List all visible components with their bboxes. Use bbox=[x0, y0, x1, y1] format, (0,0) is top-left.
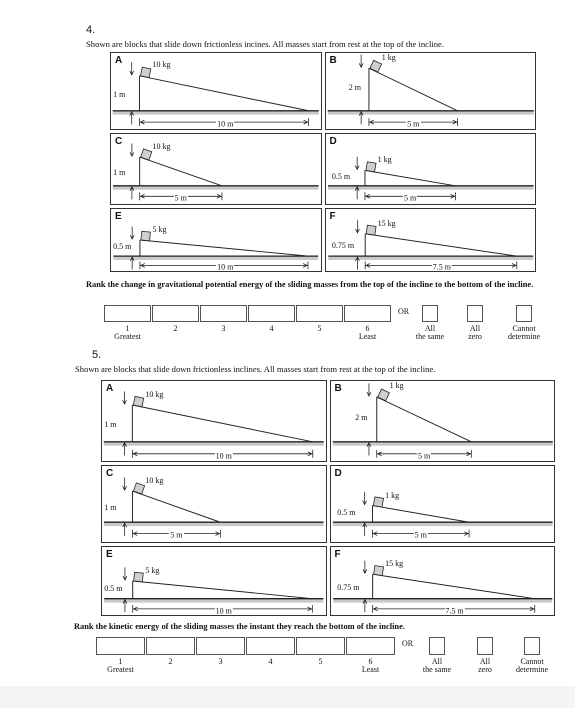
diagram-panel-letter: B bbox=[329, 55, 337, 66]
incline-height-label: 1 m bbox=[104, 420, 117, 430]
diagram-panel-letter: E bbox=[115, 211, 122, 222]
incline-length-label: 7.5 m bbox=[432, 262, 451, 272]
diagram-panel-letter: C bbox=[106, 468, 114, 479]
incline-surface bbox=[140, 157, 222, 186]
rank-label-6: 6 Least bbox=[358, 324, 377, 341]
rank-label-5: 5 bbox=[317, 324, 322, 333]
rank-label-3: 3 bbox=[218, 657, 223, 666]
rank-box-3[interactable] bbox=[196, 637, 245, 655]
all-the-same-checkbox[interactable] bbox=[429, 637, 445, 655]
cannot-determine-checkbox[interactable] bbox=[516, 305, 532, 322]
rank-box-6[interactable] bbox=[344, 305, 391, 322]
all-the-same-label: All the same bbox=[422, 657, 452, 674]
height-arrow-bottom bbox=[362, 600, 366, 613]
diagram-panel-c bbox=[110, 133, 322, 205]
question-5-number: 5. bbox=[92, 349, 102, 361]
incline-height-label: 1 m bbox=[113, 90, 126, 100]
page-footer-bar bbox=[0, 686, 575, 708]
question-5-diagram-grid bbox=[101, 380, 555, 616]
incline-length-label: 5 m bbox=[174, 193, 187, 203]
sliding-block bbox=[369, 60, 381, 72]
rank-label-2: 2 bbox=[173, 324, 178, 333]
height-arrow-bottom bbox=[130, 257, 134, 270]
diagram-panel-f bbox=[325, 208, 537, 272]
block-mass-label: 5 kg bbox=[145, 566, 160, 575]
height-arrow-top bbox=[123, 391, 127, 404]
block-mass-label: 15 kg bbox=[377, 218, 396, 228]
diagram-panel-letter: A bbox=[115, 55, 123, 66]
rank-label-6: 6 Least bbox=[361, 657, 380, 674]
question-4-number: 4. bbox=[86, 24, 96, 36]
sliding-block bbox=[373, 566, 383, 576]
height-arrow-top bbox=[359, 55, 363, 68]
diagram-panel-letter: B bbox=[334, 383, 342, 394]
block-mass-label: 1 kg bbox=[381, 52, 396, 62]
diagram-panel-letter: F bbox=[334, 549, 341, 560]
height-arrow-bottom bbox=[366, 443, 370, 456]
block-mass-label: 5 kg bbox=[152, 225, 167, 234]
rank-box-2[interactable] bbox=[152, 305, 199, 322]
incline-drawing bbox=[331, 547, 555, 615]
all-zero-label: All zero bbox=[468, 324, 482, 341]
or-label: OR bbox=[402, 639, 414, 648]
diagram-panel-b bbox=[325, 52, 537, 130]
incline-surface bbox=[372, 574, 534, 598]
diagram-panel-letter: A bbox=[106, 383, 114, 394]
question-5-prompt: Rank the kinetic energy of the sliding masses the instant they reach the bottom of the incline. bbox=[74, 622, 405, 631]
diagram-panel-e bbox=[101, 546, 327, 616]
sliding-block bbox=[365, 162, 375, 172]
all-zero-checkbox[interactable] bbox=[477, 637, 493, 655]
height-arrow-top bbox=[355, 220, 359, 233]
incline-length-label: 7.5 m bbox=[445, 606, 464, 616]
incline-length-label: 5 m bbox=[414, 530, 427, 540]
height-arrow-bottom bbox=[130, 112, 134, 125]
incline-height-label: 1 m bbox=[104, 503, 117, 513]
diagram-panel-c bbox=[101, 465, 327, 543]
height-arrow-top bbox=[123, 477, 127, 490]
or-label: OR bbox=[398, 307, 410, 316]
block-mass-label: 1 kg bbox=[385, 490, 400, 500]
incline-length-label: 5 m bbox=[170, 530, 183, 540]
incline-drawing bbox=[102, 547, 326, 615]
cannot-determine-label: Cannot determine bbox=[508, 324, 540, 341]
height-arrow-bottom bbox=[123, 600, 127, 613]
incline-length-label: 10 m bbox=[217, 262, 234, 272]
height-arrow-top bbox=[366, 383, 370, 396]
rank-box-6[interactable] bbox=[346, 637, 395, 655]
diagram-panel-f bbox=[330, 546, 556, 616]
height-arrow-bottom bbox=[355, 257, 359, 270]
incline-drawing bbox=[331, 466, 555, 542]
rank-box-5[interactable] bbox=[296, 637, 345, 655]
incline-height-label: 0.5 m bbox=[331, 172, 351, 182]
diagram-panel-d bbox=[325, 133, 537, 205]
rank-box-4[interactable] bbox=[248, 305, 295, 322]
question-4-ranking-row bbox=[104, 305, 544, 345]
incline-height-label: 1 m bbox=[113, 167, 126, 177]
height-arrow-top bbox=[362, 561, 366, 574]
question-5-ranking-row bbox=[96, 637, 556, 681]
incline-length-label: 10 m bbox=[215, 451, 232, 461]
height-arrow-bottom bbox=[123, 443, 127, 456]
rank-box-3[interactable] bbox=[200, 305, 247, 322]
incline-surface bbox=[376, 397, 471, 442]
rank-box-1[interactable] bbox=[96, 637, 145, 655]
cannot-determine-label: Cannot determine bbox=[516, 657, 548, 674]
block-mass-label: 1 kg bbox=[377, 155, 392, 165]
rank-label-3: 3 bbox=[221, 324, 226, 333]
incline-drawing bbox=[326, 134, 536, 204]
sliding-block bbox=[373, 497, 383, 507]
height-arrow-bottom bbox=[362, 523, 366, 536]
height-arrow-top bbox=[130, 226, 134, 239]
sliding-block bbox=[141, 231, 151, 241]
diagram-panel-e bbox=[110, 208, 322, 272]
height-arrow-bottom bbox=[123, 523, 127, 536]
all-the-same-checkbox[interactable] bbox=[422, 305, 438, 322]
block-mass-label: 10 kg bbox=[152, 60, 171, 70]
diagram-panel-d bbox=[330, 465, 556, 543]
block-mass-label: 1 kg bbox=[389, 381, 404, 391]
incline-surface bbox=[364, 170, 454, 185]
incline-surface bbox=[140, 240, 308, 256]
rank-box-5[interactable] bbox=[296, 305, 343, 322]
rank-box-1[interactable] bbox=[104, 305, 151, 322]
sliding-block bbox=[133, 396, 143, 406]
incline-length-label: 10 m bbox=[215, 606, 232, 616]
block-mass-label: 15 kg bbox=[385, 559, 404, 568]
diagram-panel-a bbox=[101, 380, 327, 462]
diagram-panel-a bbox=[110, 52, 322, 130]
all-zero-checkbox[interactable] bbox=[467, 305, 483, 322]
diagram-panel-letter: F bbox=[329, 211, 336, 222]
sliding-block bbox=[366, 225, 376, 235]
diagram-panel-letter: E bbox=[106, 549, 113, 560]
block-mass-label: 10 kg bbox=[145, 389, 164, 399]
incline-surface bbox=[372, 506, 469, 523]
rank-label-1: 1 Greatest bbox=[114, 324, 141, 341]
rank-label-1: 1 Greatest bbox=[107, 657, 134, 674]
incline-surface bbox=[132, 405, 312, 442]
all-the-same-label: All the same bbox=[415, 324, 445, 341]
rank-box-2[interactable] bbox=[146, 637, 195, 655]
height-arrow-bottom bbox=[355, 187, 359, 200]
height-arrow-bottom bbox=[359, 112, 363, 125]
incline-drawing bbox=[102, 466, 326, 542]
incline-surface bbox=[132, 491, 220, 522]
height-arrow-top bbox=[355, 157, 359, 170]
height-arrow-top bbox=[130, 62, 134, 75]
incline-length-label: 10 m bbox=[217, 119, 234, 129]
incline-drawing bbox=[111, 134, 321, 204]
sliding-block bbox=[377, 389, 389, 401]
rank-label-4: 4 bbox=[269, 324, 274, 333]
incline-height-label: 0.5 m bbox=[113, 242, 132, 252]
rank-label-5: 5 bbox=[318, 657, 323, 666]
block-mass-label: 10 kg bbox=[145, 475, 164, 485]
incline-height-label: 0.5 m bbox=[337, 507, 356, 517]
incline-height-label: 2 m bbox=[355, 412, 368, 422]
incline-drawing bbox=[102, 381, 326, 461]
incline-surface bbox=[133, 581, 313, 599]
incline-height-label: 0.75 m bbox=[337, 582, 360, 592]
sliding-block bbox=[140, 67, 150, 77]
rank-box-4[interactable] bbox=[246, 637, 295, 655]
sliding-block bbox=[134, 572, 144, 582]
incline-length-label: 5 m bbox=[403, 193, 417, 203]
incline-length-label: 5 m bbox=[417, 451, 431, 461]
height-arrow-top bbox=[123, 567, 127, 580]
incline-drawing bbox=[111, 53, 321, 129]
incline-height-label: 0.75 m bbox=[331, 241, 355, 251]
diagram-panel-letter: D bbox=[334, 468, 342, 479]
diagram-panel-b bbox=[330, 380, 556, 462]
height-arrow-top bbox=[130, 143, 134, 156]
question-5-intro: Shown are blocks that slide down frictionless inclines. All masses start from rest at the top of the incline. bbox=[75, 364, 436, 374]
diagram-panel-letter: C bbox=[115, 136, 123, 147]
rank-label-2: 2 bbox=[168, 657, 173, 666]
block-mass-label: 10 kg bbox=[152, 141, 171, 151]
incline-height-label: 0.5 m bbox=[104, 584, 123, 593]
question-4-intro: Shown are blocks that slide down frictionless incines. All masses start from rest at the top of the incline. bbox=[86, 39, 444, 49]
incline-surface bbox=[368, 68, 457, 111]
question-4-diagram-grid bbox=[110, 52, 536, 272]
height-arrow-bottom bbox=[130, 187, 134, 200]
incline-surface bbox=[365, 234, 517, 256]
diagram-panel-letter: D bbox=[329, 136, 337, 147]
rank-label-4: 4 bbox=[268, 657, 273, 666]
incline-surface bbox=[140, 76, 309, 111]
question-4-prompt: Rank the change in gravitational potential energy of the sliding masses from the top of the incline to the bottom of the incline. bbox=[86, 280, 534, 289]
incline-drawing bbox=[111, 209, 321, 271]
all-zero-label: All zero bbox=[478, 657, 492, 674]
incline-drawing bbox=[326, 209, 536, 271]
incline-length-label: 5 m bbox=[407, 119, 420, 129]
cannot-determine-checkbox[interactable] bbox=[524, 637, 540, 655]
incline-height-label: 2 m bbox=[348, 83, 361, 93]
height-arrow-top bbox=[362, 492, 366, 505]
